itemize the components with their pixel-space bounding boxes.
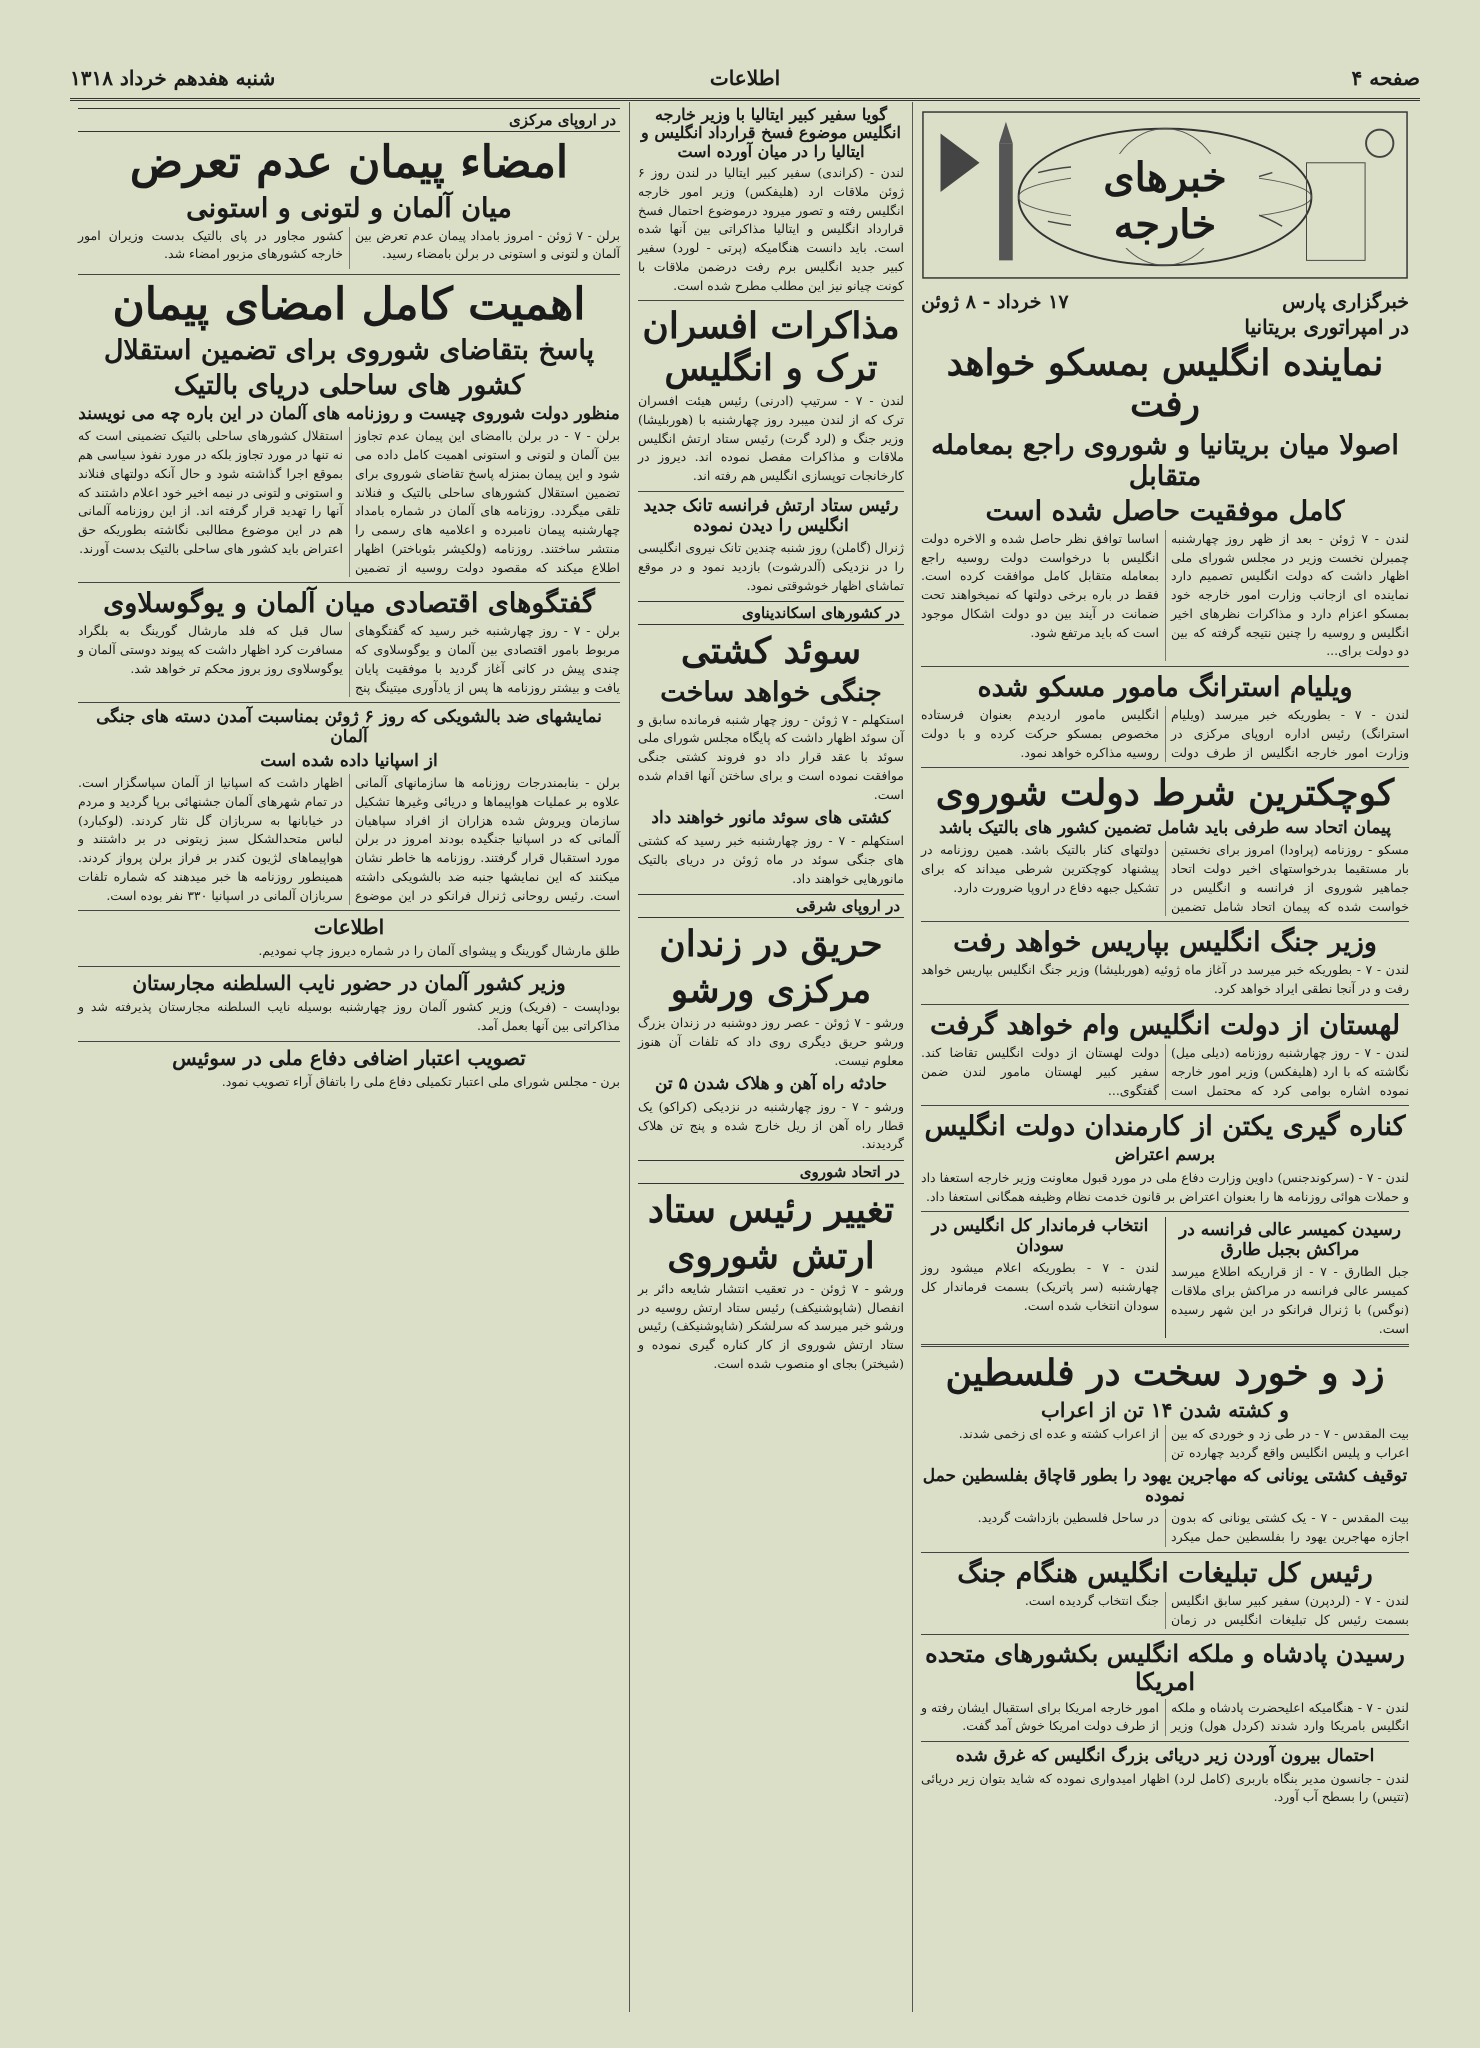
article-body: لندن - (کراندی) سفیر کبیر ایتالیا در لندن روز ۶ ژوئن ملاقات ارد (هلیفکس) وزیر امور خارجه انگلیس رفته و تصور میرود درموضوع احتمال فسخ قرارداد انگلیس و ایتالیا مذاکراتی بین آنها شده است. باید دانست هنگامیکه (پرتی - لورد) سفیر کبیر جدید انگلیس برم رفت درضمن ملاقات با کونت چیانو نیز این مطلب مطرح شده است. — [638, 165, 904, 293]
section-label: در اروپای مرکزی — [78, 108, 620, 132]
headline: تغییر رئیس ستاد — [647, 1189, 895, 1232]
subheadline: و کشته شدن ۱۴ تن از اعراب — [1041, 1397, 1289, 1422]
headline: کوچکترین شرط دولت شوروی — [935, 772, 1395, 815]
masthead — [70, 58, 1420, 101]
notice-title: اطلاعات — [313, 915, 385, 940]
article-body: لندن - جانسون مدیر بنگاه باربری (کامل لرد) اظهار امیدواری نموده که شاید بتوان زیر دریائی (تتیس) را بسطح آب آورد. — [921, 1770, 1409, 1805]
headline: حریق در زندان — [659, 923, 883, 966]
subheadline: اصولا میان بریتانیا و شوروی راجع بمعامله متقابل — [931, 429, 1399, 492]
headline: کناره گیری یکتن از کارمندان دولت انگلیس — [924, 1111, 1406, 1143]
headline: نمایشهای ضد بالشویکی که روز ۶ ژوئن بمناسبت آمدن دسته های جنگی آلمان — [96, 707, 602, 747]
article-body: لندن - ۷ - سرتیپ (ادرنی) رئیس هیئت افسران ترک که از لندن میبرد روز چهارشنبه با (هوربلیشا) وزیر جنگ و (لرد گرت) رئیس ستاد ارتش انگلیس ملاقات و مذاکرات مفصل نموده اند. دیروز در کارخانجات توپسازی انگلیس هم رفته اند. — [638, 393, 904, 484]
subheadline: ارتش شوروی — [667, 1234, 875, 1277]
subheadline: کشور های ساحلی دریای بالتیک — [173, 369, 525, 401]
paper-name: اطلاعات — [709, 66, 781, 90]
article-body: لندن - ۷ - روز چهارشنبه روزنامه (دیلی میل) نگاشته که با ارد (هلیفکس) وزیر امور خارجه نموده اشاره بوامی کرد که محتمل است دولت لهستان از دولت انگلیس تقاضا کند. سفیر کبیر لهستان مامور لندن ضمن گفتگوی... — [921, 1045, 1409, 1098]
article-body: لندن - ۷ - بطوریکه خبر میرسد (ویلیام استرانگ) رئیس اداره اروپای مرکزی در وزارت امور خارجه انگلیس از طرف دولت انگلیس مامور اردیدم بعنوان فرستاده مخصوص بمسکو حرکت کرده و با دولت روسیه مذاکره خواهد نمود. — [921, 707, 1409, 760]
headline: ویلیام استرانگ مامور مسکو شده — [977, 672, 1353, 704]
headline: رئیس کل تبلیغات انگلیس هنگام جنگ — [957, 1557, 1373, 1589]
article-body: ژنرال (گاملن) روز شنبه چندین تانک نیروی انگلیسی را در نزدیکی (آلدرشوت) بازدید نمود و در موقع تماشای اظهار خوشوقتی نمود. — [638, 540, 904, 593]
headline: لهستان از دولت انگلیس وام خواهد گرفت — [929, 1009, 1401, 1041]
column-central-europe — [72, 102, 626, 2012]
headline: گویا سفیر کبیر ایتالیا با وزیر خارجه انگلیس موضوع فسخ قرارداد انگلیس و ایتالیا را در میان آورده است — [641, 105, 901, 161]
issue-date: شنبه هفدهم خرداد ۱۳۱۸ — [70, 66, 276, 90]
agency-date: ۱۷ خرداد - ۸ ژوئن — [921, 291, 1069, 313]
article-body: کشور مجاور در پای بالتیک بدست وزیران امور خارجه کشورهای مزبور امضاء شد. — [78, 227, 343, 262]
subheadline: پاسخ بتقاضای شوروی برای تضمین استقلال — [103, 334, 595, 366]
subheadline: از اسپانیا داده شده است — [260, 750, 438, 771]
headline: حادثه راه آهن و هلاک شدن ۵ تن — [654, 1074, 887, 1095]
headline: وزیر جنگ انگلیس بپاریس خواهد رفت — [953, 927, 1377, 959]
banner-title: خبرهای خارجه — [1071, 154, 1259, 248]
headline: تصویب اعتبار اضافی دفاع ملی در سوئیس — [172, 1045, 526, 1070]
page-number: صفحه ۴ — [1351, 66, 1420, 90]
section-label: در اروپای شرقی — [638, 894, 904, 918]
headline: امضاء پیمان عدم تعرض — [129, 137, 569, 188]
article-body: برلن - بنابمندرجات روزنامه ها سازمانهای آلمانی علاوه بر عملیات هواپیماها و دریائی وغیرها تشکیل سازمان ویروش شده هزاران از افراد سپاهیان آلمانی که در اسپانیا جنگیده بودند امروز در برلن مورد استقبال قرار گرفتند. روزنامه ها خاطر نشان میکنند که این نمایشها جنبه ضد بالشویکی داشته است. رئیس روحانی ژنرال فرانکو در این موضوع اظهار داشت که اسپانیا از آلمان سپاسگزار است. در تمام شهرهای آلمان جشنهائی برپا گردید و مردم در خیابانها به سربازان گل نثار کردند. (لوکبارد) لباس متحدالشکل سبز زیتونی در بر داشتند و هواپیماهای لژیون کندر بر فراز برلن پرواز کردند. همینطور روزنامه ها خبر میدهند که شماره تلفات سربازان آلمانی در اسپانیا ۳۳۰ نفر بوده است. — [78, 775, 620, 903]
article-body: لندن - ۷ - (سرکوندجنس) داوین وزارت دفاع ملی در مورد قبول معاونت وزیر خارجه استعفا داد و حملات هوائی روزنامه ها را بعنوان اعتراض بر قانون خدمت نظام وظیفه همگانی استعفا داد. — [921, 1169, 1409, 1204]
headline: اهمیت کامل امضای پیمان — [112, 279, 586, 331]
headline: رسیدن پادشاه و ملکه انگلیس بکشورهای متحده امریکا — [925, 1639, 1405, 1697]
article-body: لندن - ۷ ژوئن - بعد از ظهر روز چهارشنبه چمبرلن نخست وزیر در مجلس شورای ملی اظهار داشت که دولت انگلیس تصمیم دارد نماینده ای ازجانب وزارت امور خارجه خود بمسکو اعزام دارد و مذاکرات نظرهای اخیر انگلیس و روسیه را چنین نتیجه گرفته که بین دو دولت برای... — [1171, 530, 1409, 659]
article-body: جبل الطارق - ۷ - از قراریکه اطلاع میرسد کمیسر عالی فرانسه در مراکش برای ملاقات (نوگس) با ژنرال فرانکو در این شهر رسیده است. — [1171, 1264, 1409, 1336]
subheadline: میان آلمان و لتونی و استونی — [186, 192, 512, 224]
section-label: در کشورهای اسکاندیناوی — [638, 601, 904, 625]
headline: رسیدن کمیسر عالی فرانسه در مراکش بجبل طارق — [1179, 1220, 1401, 1260]
article-body: برن - مجلس شورای ملی اعتبار تکمیلی دفاع ملی را باتفاق آراء تصویب نمود. — [221, 1073, 620, 1089]
headline: نماینده انگلیس بمسکو خواهد رفت — [946, 342, 1384, 426]
subheadline: برسم اعتراض — [1114, 1145, 1216, 1166]
agency-name: خبرگزاری پارس — [1282, 291, 1409, 313]
foreign-news-banner — [921, 102, 1409, 287]
article-body: برلن - ۷ - در برلن باامضای این پیمان عدم تجاوز بین آلمان و لتونی و استونی اهمیت کامل داده می شود و این پیمان بمنزله پاسخ تقاضای شوروی برای تضمین استقلال کشورهای ساحلی بالتیک و فنلاند تلقی میگردد. روزنامه های آلمان در شماره بامداد چهارشنبه پیمان نامبرده و اعلامیه های رسمی را منتشر ساختند. روزنامه (ولکیشر بئوباختر) اظهار اطلاع میکند که مقصود دولت روسیه از تضمین استقلال کشورهای ساحلی بالتیک تضمینی است که نه تنها در مورد تجاوز بلکه در مورد نفوذ سیاسی هم بموقع اجرا گذاشته شود و حال آنکه دولتهای فنلاند و استونی و لتونی در نیمه اخیر خود اعلام داشتند که آنها را تهدید قرار گرفته اند. از این روزنامه آلمانی هم در این موضوع مطالبی نگاشته بطوریکه حق اعتراض باید کشور های ساحلی بالتیک بدست آورند. — [78, 428, 620, 575]
headline: توقیف کشتی یونانی که مهاجرین یهود را بطور قاچاق بفلسطین حمل نموده — [922, 1466, 1408, 1506]
subheadline: مرکزی ورشو — [670, 968, 872, 1011]
article-body: لندن - ۷ - بطوریکه اعلام میشود روز چهارشنبه (سر پاتریک) بسمت فرماندار کل سودان انتخاب شده است. — [921, 1260, 1159, 1313]
headline: وزیر کشور آلمان در حضور نایب السلطنه مجارستان — [132, 971, 566, 996]
article-body: ورشو - ۷ - روز چهارشنبه در نزدیکی (کراکو) یک قطار راه آهن از ریل خارج شده و پنج تن هلاک گردیدند. — [638, 1098, 904, 1152]
column-rule — [629, 102, 630, 2012]
headline: رئیس ستاد ارتش فرانسه تانک جدید انگلیس را دیدن نموده — [643, 495, 899, 536]
notice-body: طلق مارشال گورینگ و پیشوای آلمان را در شماره دیروز چاپ نمودیم. — [258, 943, 620, 959]
headline: مذاکرات افسران ترک و انگلیس — [642, 305, 900, 389]
article-body: بیت المقدس - ۷ - در طی زد و خوردی که بین اعراب و پلیس انگلیس واقع گردید چهارده تن از اعراب کشته و عده ای زخمی شدند. — [958, 1425, 1409, 1460]
headline: زد و خورد سخت در فلسطین — [945, 1352, 1385, 1395]
column-middle — [632, 102, 910, 2012]
article-body: ورشو - ۷ ژوئن - عصر روز دوشنبه در زندان بزرگ ورشو حریق دیگری روی داد که تلفات آن هنوز معلوم نیست. — [638, 1015, 904, 1068]
article-body: بیت المقدس - ۷ - یک کشتی یونانی که بدون اجازه مهاجرین یهود را بفلسطین حمل میکرد در ساحل فلسطین بازداشت گردید. — [977, 1510, 1409, 1545]
article-body: استکهلم - ۷ ژوئن - روز چهار شنبه فرمانده سابق و آن سوئد اظهار داشت که پایگاه مجلس شورای ملی سوئد با عقد قرار داد دو فروند کشتی جنگی موافقت نموده است و برای ساختن آنها اقدام شده است. — [638, 711, 904, 802]
subheadline: جنگی خواهد ساخت — [660, 676, 882, 708]
article-body: لندن - ۷ - بطوریکه خبر میرسد در آغاز ماه ژوئیه (هوربلیشا) وزیر جنگ انگلیس بپاریس خواهد رفت و در آنجا نطقی ایراد خواهد کرد. — [921, 962, 1409, 997]
agency-line — [921, 291, 1409, 313]
section-label: در اتحاد شوروی — [638, 1160, 904, 1184]
headline: انتخاب فرماندار کل انگلیس در سودان — [931, 1216, 1149, 1256]
article-body: مسکو - روزنامه (پراودا) امروز برای نخستین بار مستقیما بدرخواستهای اخیر دولت اتحاد جماهیر شوروی از فرانسه و انگلیس در خواست شده که پیمان اتحاد شامل تضمین دولتهای کنار بالتیک باشد. همین روزنامه در پیشنهاد کوچکترین شرطی میداند که برای تشکیل جبهه دفاع در اروپا ضرورت دارد. — [921, 842, 1409, 914]
article-body: اساسا توافق نظر حاصل شده و الاخره دولت انگلیس با درخواست دولت روسیه راجع بمعامله متقابل کامل موافقت کرده است. فقط در باره برخی دولتها که نمیخواهند تحت ضمانت در آیند بین دو دولت اشکال موجود است که باید مرتفع شود. — [921, 530, 1159, 640]
headline: کشتی های سوئد مانور خواهند داد — [651, 808, 891, 829]
headline: گفتگوهای اقتصادی میان آلمان و یوگوسلاوی — [103, 588, 595, 620]
article-body: لندن - ۷ - هنگامیکه اعلیحضرت پادشاه و ملکه انگلیس بامریکا وارد شدند (کردل هول) وزیر امور خارجه امریکا برای استقبال ایشان رفته و از طرف دولت امریکا خوش آمد گفت. — [921, 1699, 1409, 1734]
subheadline: کامل موفقیت حاصل شده است — [985, 495, 1345, 527]
article-body: ورشو - ۷ ژوئن - در تعقیب انتشار شایعه دائر بر انفصال (شاپوشنیکف) رئیس ستاد ارتش روسیه در ورشو خبر میرسد که سرلشکر (شاپوشنیکف) رئیس ستاد ارتش شوروی از کار کناره گیری نموده و (شیختر) بجای او منصوب شده است. — [638, 1280, 904, 1371]
column-rule — [912, 102, 913, 2012]
headline: احتمال بیرون آوردن زیر دریائی بزرگ انگلیس که غرق شده — [955, 1746, 1375, 1767]
column-foreign-news — [915, 102, 1415, 2012]
article-body: برلن - ۷ - روز چهارشنبه خبر رسید که گفتگوهای مربوط بامور اقتصادی بین آلمان و یوگوسلاوی که چندی پیش در کانی آغاز گردید با موفقیت پایان یافت و بیشتر روزنامه ها پس از یادآوری میتینگ پنج سال قبل که فلد مارشال گورینگ به بلگراد مسافرت کرد اظهار داشت که پیوند دوستی آلمان و یوگوسلاوی روز بروز محکم تر خواهد شد. — [78, 623, 620, 695]
article-body: بوداپست - (فریک) وزیر کشور آلمان روز چهارشنبه بوسیله نایب السلطنه مجارستان پذیرفته شد و مذاکراتی بین آنها بعمل آمد. — [78, 999, 620, 1033]
subheadline: منظور دولت شوروی چیست و روزنامه های آلمان در این باره چه می نویسند — [78, 403, 620, 424]
subheadline: پیمان اتحاد سه طرفی باید شامل تضمین کشور های بالتیک باشد — [939, 817, 1391, 838]
section-label: در امپراتوری بریتانیا — [1244, 315, 1409, 339]
headline: سوئد کشتی — [680, 630, 862, 673]
article-body: استکهلم - ۷ - روز چهارشنبه خبر رسید که کشتی های جنگی سوئد در ماه ژوئن در دریای بالتیک مانورهایی خواهند داد. — [638, 833, 904, 886]
article-body: برلن - ۷ ژوئن - امروز بامداد پیمان عدم تعرض بین آلمان و لتونی و استونی در برلن بامضاء رسید. — [355, 227, 620, 262]
article-body: لندن - ۷ - (لردپرن) سفیر کبیر سابق انگلیس بسمت رئیس کل تبلیغات انگلیس در زمان جنگ انتخاب گردیده است. — [1024, 1592, 1409, 1627]
